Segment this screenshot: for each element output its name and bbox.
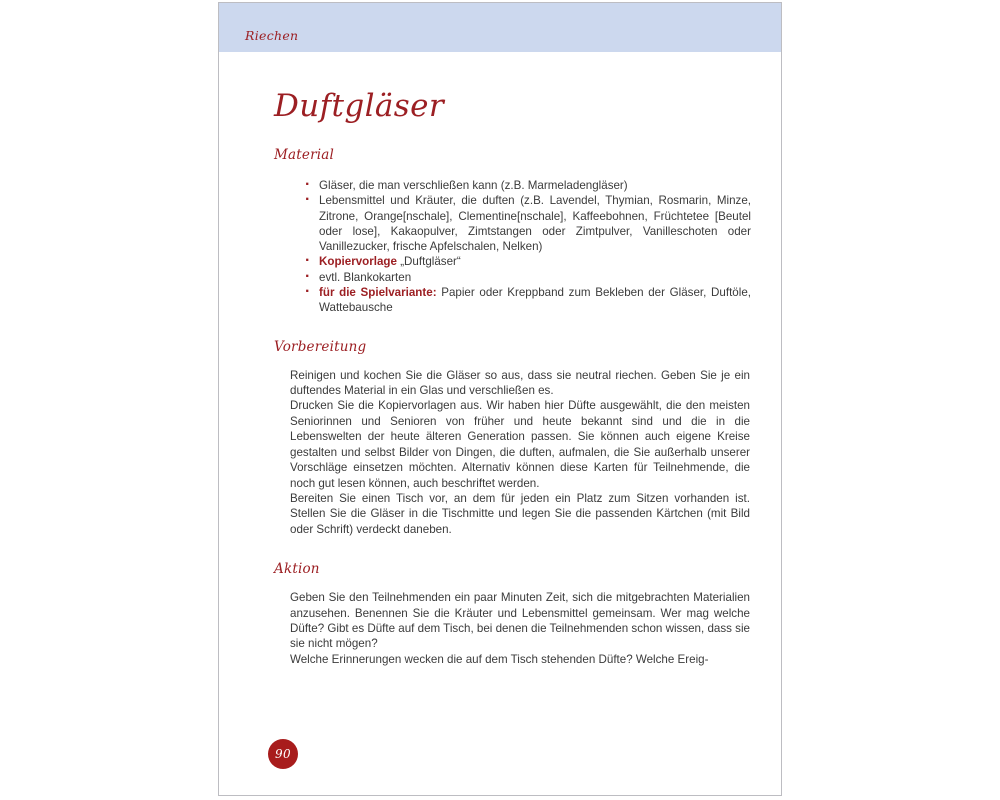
list-item-text: evtl. Blankokarten: [319, 270, 412, 284]
running-head-text: Riechen: [245, 28, 299, 43]
page-content: [219, 52, 781, 667]
aktion-body: [274, 577, 751, 667]
document-page: [218, 2, 782, 796]
section-heading-material: Material: [274, 147, 335, 163]
running-head-band: [219, 2, 781, 52]
list-item: [305, 285, 751, 316]
section-heading-aktion: Aktion: [274, 561, 320, 578]
list-item-text: Lebensmittel und Kräuter, die duften (z.B. Lavendel, Thymian, Rosmarin, Minze, Zitrone, Orange[nschale], Clementine[nschale], Kaffeebohnen, Früchtetee [Beutel oder lose], Kakaopulver, Zimtstangen oder Zimtpulver, Vanilleschoten oder Vanillezucker, frische Apfelschalen, Nelken): [319, 194, 751, 254]
list-item-lead: Kopiervorlage: [319, 255, 397, 269]
list-item: [305, 254, 751, 269]
paragraph: Reinigen und kochen Sie die Gläser so aus, dass sie neutral riechen. Geben Sie je ein duftendes Material in ein Glas und verschließen es.: [290, 368, 750, 398]
paragraph: Bereiten Sie einen Tisch vor, an dem für jeden ein Platz zum Sitzen vorhanden ist. Stellen Sie die Gläser in die Tischmitte und legen Sie die passenden Kärtchen (mit Bild oder Schrift) verdeckt daneben.: [290, 491, 750, 536]
page-number-badge: 90: [268, 739, 298, 769]
list-item: [305, 270, 751, 285]
list-item-lead: für die Spielvariante:: [319, 286, 437, 300]
vorbereitung-body: [274, 355, 751, 537]
list-item-text: Papier oder Kreppband zum Bekleben der Gläser, Duftöle, Wattebausche: [319, 286, 751, 315]
list-item-text: Gläser, die man verschließen kann (z.B. Marmeladengläser): [319, 179, 628, 192]
paragraph: Welche Erinnerungen wecken die auf dem Tisch stehenden Düfte? Welche Ereig-: [290, 652, 709, 666]
list-item-text: „Duftgläser“: [396, 255, 461, 269]
page-title: Duftgläser: [274, 88, 445, 124]
section-heading-vorbereitung: Vorbereitung: [274, 338, 367, 355]
paragraph: Geben Sie den Teilnehmenden ein paar Minuten Zeit, sich die mitgebrachten Materialien anzusehen. Benennen Sie die Kräuter und Lebensmittel gemeinsam. Wer mag welche Düfte? Gibt es Düfte auf dem Tisch, bei denen die Teilnehmenden schon wissen, dass sie sie nicht mögen?: [290, 591, 750, 651]
list-item: [305, 178, 751, 193]
material-list: [274, 163, 751, 316]
paragraph: Drucken Sie die Kopiervorlagen aus. Wir haben hier Düfte ausgewählt, die den meisten Seniorinnen und Senioren von früher und heute bekannt sind und die in die Lebenswelten der heute älteren Generation passen. Sie können auch eigene Kreise gestalten und selbst Bilder von Dingen, die duften, aufmalen, die Sie außerhalb unserer Vorschläge einsetzen möchten. Alternativ können diese Karten für Teilnehmende, die noch gut lesen können, auch beschriftet werden.: [290, 399, 750, 490]
list-item: [305, 193, 751, 254]
